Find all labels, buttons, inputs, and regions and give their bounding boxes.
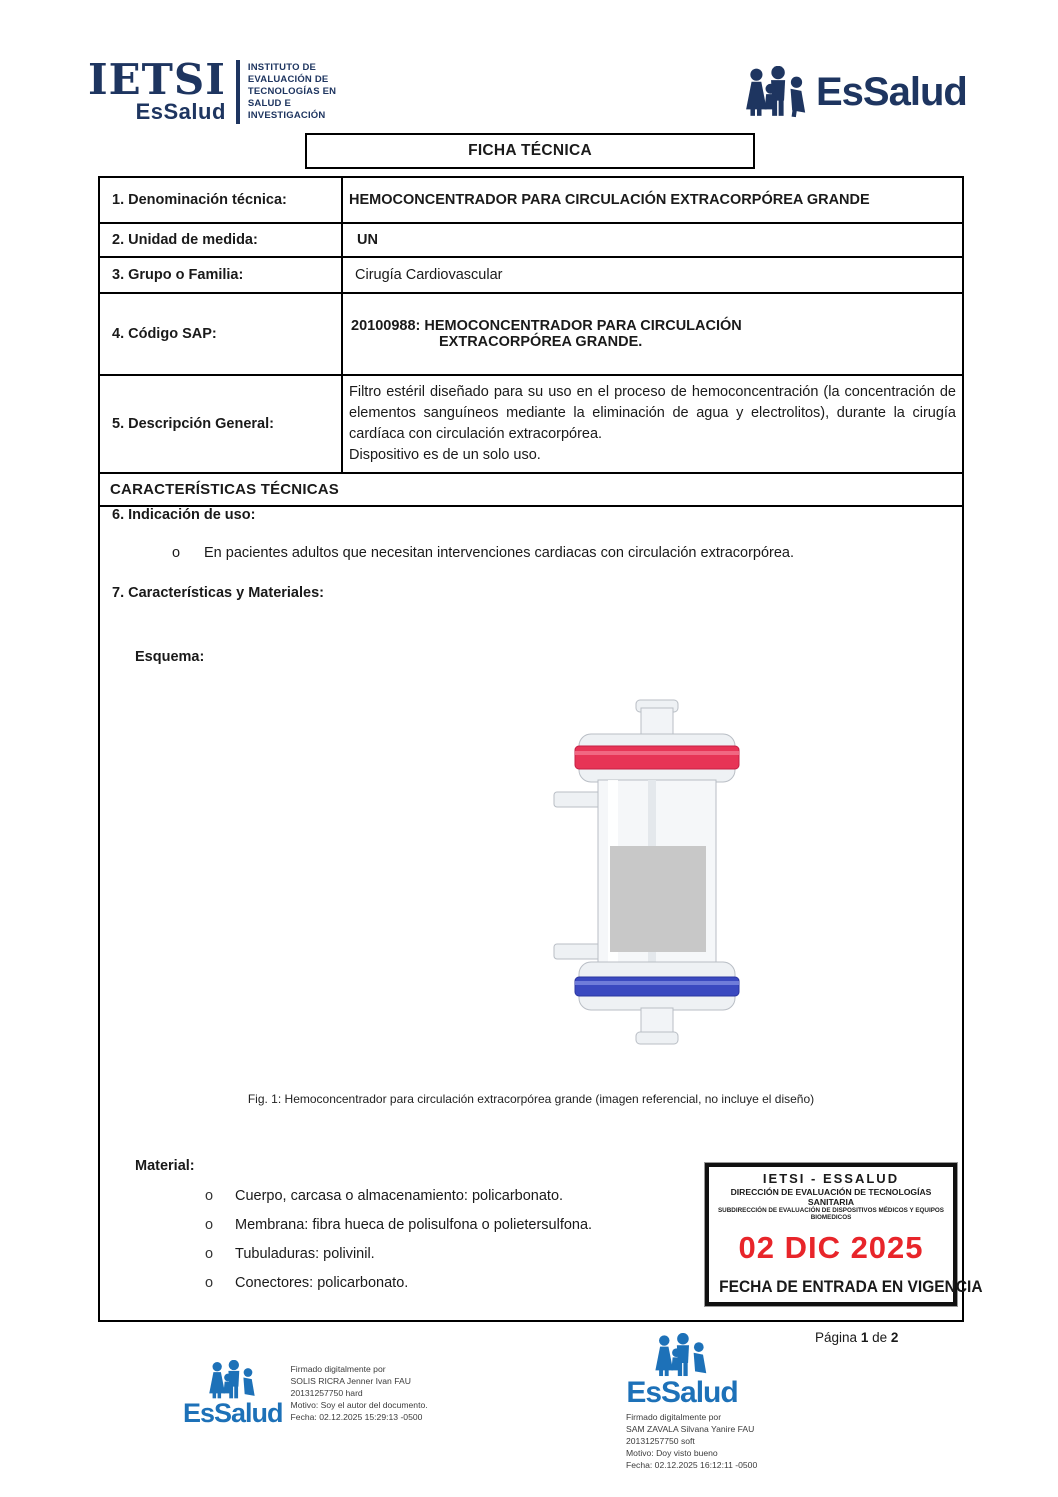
signature-line: Firmado digitalmente por xyxy=(626,1412,722,1422)
institute-line: TECNOLOGÍAS EN xyxy=(247,86,337,97)
bullet-marker: o xyxy=(205,1275,214,1291)
signature-text xyxy=(291,1360,428,1423)
page-current: 1 xyxy=(860,1330,869,1345)
essalud-logo xyxy=(744,66,967,118)
logo-divider xyxy=(236,60,240,124)
table-row xyxy=(100,224,962,258)
row-label: 3. Grupo o Familia: xyxy=(100,258,343,292)
page-word: Página xyxy=(815,1330,858,1345)
signature-line: SAM ZAVALA Silvana Yanire FAU xyxy=(626,1424,755,1435)
row-value: Cirugía Cardiovascular xyxy=(355,267,503,283)
essalud-wordmark: EsSalud xyxy=(183,1398,283,1428)
row-label: 4. Código SAP: xyxy=(100,294,343,374)
section-header: CARACTERÍSTICAS TÉCNICAS xyxy=(100,474,962,507)
essalud-logo-small xyxy=(626,1333,738,1408)
materials-heading: 7. Características y Materiales: xyxy=(112,585,324,601)
table-row xyxy=(100,294,962,376)
signature-line: Fecha: 02.12.2025 16:12:11 -0500 xyxy=(626,1460,758,1471)
signature-line: Motivo: Doy visto bueno xyxy=(626,1448,718,1459)
stamp-org: IETSI - ESSALUD xyxy=(762,1171,900,1186)
row-value: HEMOCONCENTRADOR PARA CIRCULACIÓN EXTRACORPÓREA GRANDE xyxy=(349,192,870,208)
material-list xyxy=(205,1188,685,1304)
essalud-family-icon xyxy=(654,1333,710,1378)
indication-heading: 6. Indicación de uso: xyxy=(112,507,256,523)
document-title-box xyxy=(305,133,755,169)
material-heading: Material: xyxy=(135,1158,195,1174)
row-label: 1. Denominación técnica: xyxy=(100,178,343,222)
page-total: 2 xyxy=(890,1330,899,1345)
table-row xyxy=(100,376,962,474)
signature-text xyxy=(626,1408,757,1471)
signature-line: Motivo: Soy el autor del documento. xyxy=(290,1400,428,1411)
indication-bullet xyxy=(172,545,962,561)
signature-line: 20131257750 soft xyxy=(626,1436,695,1447)
hemoconcentrator-illustration xyxy=(552,696,762,1048)
material-text: Cuerpo, carcasa o almacenamiento: policarbonato. xyxy=(235,1188,564,1204)
institute-line: SALUD E xyxy=(247,98,291,109)
page-of: de xyxy=(872,1330,888,1345)
institute-line: EVALUACIÓN DE xyxy=(247,74,329,85)
list-item xyxy=(205,1188,685,1204)
essalud-logo-small xyxy=(183,1360,283,1426)
ietsi-logo xyxy=(88,55,337,124)
stamp-date: 02 DIC 2025 xyxy=(738,1230,924,1265)
row-label: 2. Unidad de medida: xyxy=(100,224,343,256)
validity-stamp xyxy=(705,1163,983,1306)
essalud-family-icon xyxy=(744,66,810,118)
signature-line: SOLIS RICRA Jenner Ivan FAU xyxy=(290,1376,411,1387)
indication-text: En pacientes adultos que necesitan intervenciones cardiacas con circulación extracorpórea. xyxy=(204,545,795,561)
sap-code-line1: 20100988: HEMOCONCENTRADOR PARA CIRCULACIÓN xyxy=(351,318,742,334)
list-item xyxy=(205,1275,685,1291)
stamp-subdirection: SUBDIRECCIÓN DE EVALUACIÓN DE DISPOSITIVOS MÉDICOS Y EQUIPOS BIOMEDICOS xyxy=(717,1207,945,1221)
digital-signature-left xyxy=(183,1360,428,1426)
figure-caption: Fig. 1: Hemoconcentrador para circulación extracorpórea grande (imagen referencial, no incluye el diseño) xyxy=(247,1092,815,1106)
sap-code-line2: EXTRACORPÓREA GRANDE. xyxy=(439,334,643,350)
row-value: UN xyxy=(357,232,378,248)
spec-table xyxy=(98,176,964,507)
essalud-wordmark: EsSalud xyxy=(626,1376,738,1409)
material-text: Membrana: fibra hueca de polisulfona o polietersulfona. xyxy=(235,1217,593,1233)
bullet-marker: o xyxy=(205,1188,214,1204)
row-value xyxy=(343,294,962,374)
essalud-family-icon xyxy=(208,1360,258,1400)
ietsi-brand: EsSalud xyxy=(135,99,226,124)
signature-line: Fecha: 02.12.2025 15:29:13 -0500 xyxy=(290,1412,423,1423)
signature-line: Firmado digitalmente por xyxy=(290,1364,386,1374)
row-value xyxy=(343,376,962,472)
institute-line: INVESTIGACIÓN xyxy=(247,110,326,121)
bullet-marker: o xyxy=(172,545,181,561)
page-number xyxy=(815,1330,898,1345)
material-text: Conectores: policarbonato. xyxy=(235,1275,409,1291)
stamp-direction: DIRECCIÓN DE EVALUACIÓN DE TECNOLOGÍAS SANITARIA xyxy=(730,1187,932,1207)
ietsi-acronym: IETSI xyxy=(88,55,226,104)
bullet-marker: o xyxy=(205,1246,214,1262)
table-row xyxy=(100,178,962,224)
institute-line: INSTITUTO DE xyxy=(247,62,317,73)
page-title: FICHA TÉCNICA xyxy=(468,142,592,159)
list-item xyxy=(205,1246,685,1262)
description-line2: Dispositivo es de un solo uso. xyxy=(349,447,541,464)
row-label: 5. Descripción General: xyxy=(100,376,343,472)
ietsi-institute-name xyxy=(248,58,336,122)
signature-line: 20131257750 hard xyxy=(290,1388,363,1399)
description-paragraph: Filtro estéril diseñado para su uso en el proceso de hemoconcentración (la concentración de elementos sanguíneos mediante la eliminación de agua y electrolitos), durante la cirugía cardíaca con circulación extracorpórea. xyxy=(349,384,956,443)
esquema-label: Esquema: xyxy=(135,649,205,665)
list-item xyxy=(205,1217,685,1233)
bullet-marker: o xyxy=(205,1217,214,1233)
device-figure xyxy=(552,696,762,1048)
table-row xyxy=(100,258,962,294)
material-text: Tubuladuras: polivinil. xyxy=(235,1246,375,1262)
digital-signature-center xyxy=(626,1333,757,1471)
stamp-caption: FECHA DE ENTRADA EN VIGENCIA xyxy=(719,1278,983,1296)
essalud-wordmark: EsSalud xyxy=(816,69,967,114)
